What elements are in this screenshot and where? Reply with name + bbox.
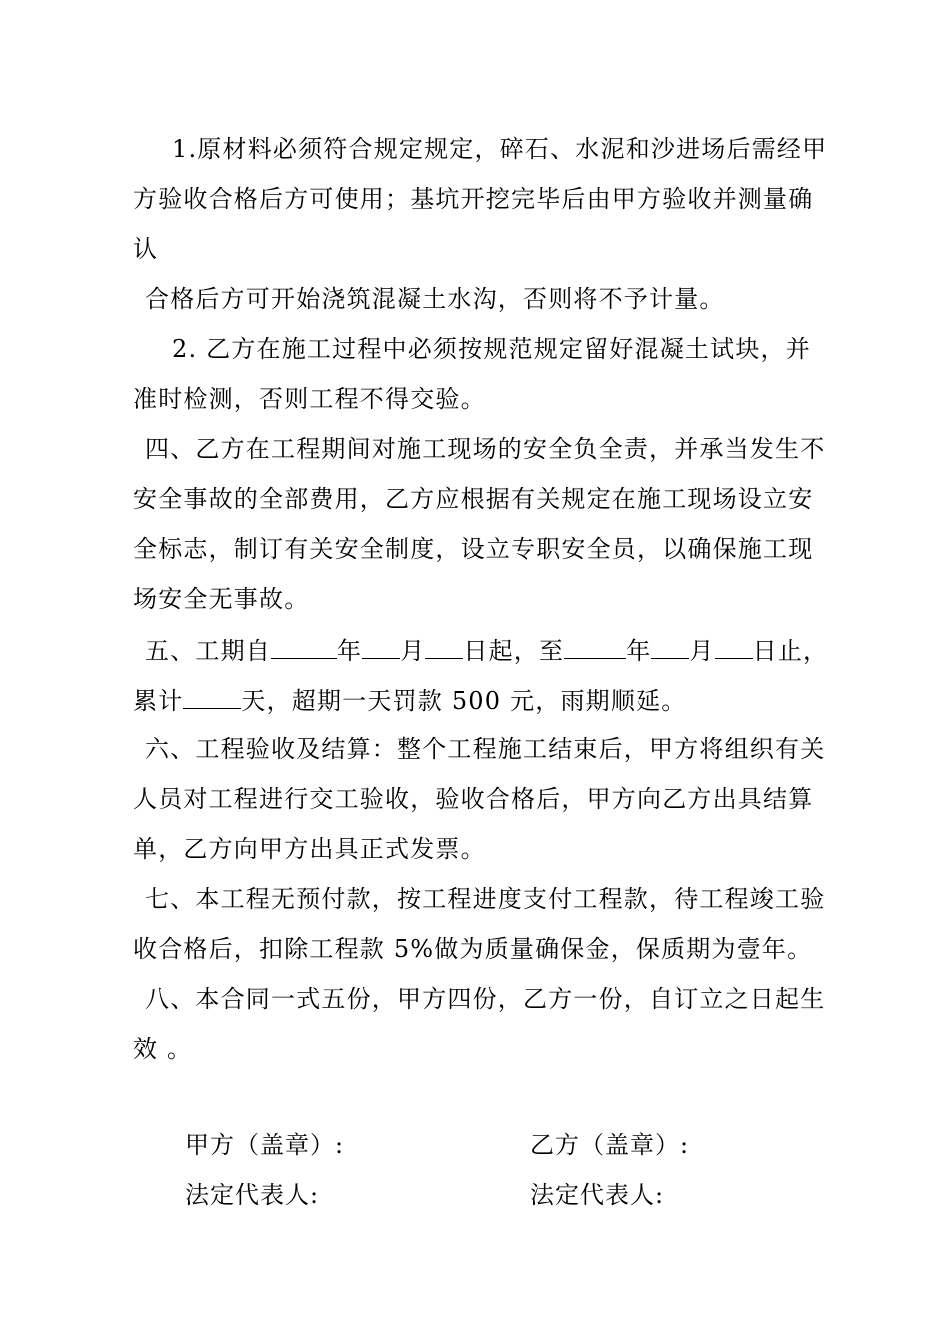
start-day-blank[interactable] xyxy=(425,634,463,659)
total-days-blank[interactable] xyxy=(183,684,241,709)
end-year-blank[interactable] xyxy=(564,634,626,659)
period-label: 五、工期自 xyxy=(145,637,271,665)
start-year-blank[interactable] xyxy=(271,634,337,659)
clause-1-line-3: 认 xyxy=(133,235,159,263)
section-4-line-1: 四、乙方在工程期间对施工现场的安全负全责，并承当发生不 xyxy=(145,435,826,463)
party-a-representative-label: 法定代表人: xyxy=(185,1181,320,1209)
clause-1-line-4: 合格后方可开始浇筑混凝土水沟，否则将不予计量。 xyxy=(145,285,725,313)
section-8-line-2: 效 。 xyxy=(133,1035,193,1063)
section-4-line-4: 场安全无事故。 xyxy=(133,585,310,613)
end-month-blank[interactable] xyxy=(651,634,689,659)
clause-1-line-1: 1.原材料必须符合规定规定，碎石、水泥和沙进场后需经甲 xyxy=(172,135,828,163)
clause-1-line-2: 方验收合格后方可使用；基坑开挖完毕后由甲方验收并测量确 xyxy=(133,185,814,213)
month-label: 月 xyxy=(689,637,715,665)
start-month-blank[interactable] xyxy=(362,634,400,659)
start-to-label: 日起，至 xyxy=(463,637,565,665)
end-day-blank[interactable] xyxy=(715,634,753,659)
section-6-line-2: 人员对工程进行交工验收，验收合格后，甲方向乙方出具结算 xyxy=(133,785,814,813)
party-b-representative-label: 法定代表人: xyxy=(530,1181,665,1209)
party-b-seal-label: 乙方（盖章）: xyxy=(530,1131,690,1159)
section-4-line-3: 全标志，制订有关安全制度，设立专职安全员，以确保施工现 xyxy=(133,535,814,563)
section-7-line-1: 七、本工程无预付款，按工程进度支付工程款，待工程竣工验 xyxy=(145,885,826,913)
section-4-line-2: 安全事故的全部费用，乙方应根据有关规定在施工现场设立安 xyxy=(133,485,814,513)
end-label: 日止， xyxy=(752,637,829,665)
section-5-line-2 xyxy=(133,684,686,716)
total-label: 累计 xyxy=(133,687,184,715)
section-7-line-2: 收合格后，扣除工程款 5%做为质量确保金，保质期为壹年。 xyxy=(133,935,813,963)
party-a-seal-label: 甲方（盖章）: xyxy=(185,1131,345,1159)
penalty-text: 天，超期一天罚款 500 元，雨期顺延。 xyxy=(241,687,687,715)
section-8-line-1: 八、本合同一式五份，甲方四份，乙方一份，自订立之日起生 xyxy=(145,985,826,1013)
month-label: 月 xyxy=(400,637,426,665)
section-6-line-3: 单，乙方向甲方出具正式发票。 xyxy=(133,835,486,863)
section-6-line-1: 六、工程验收及结算：整个工程施工结束后，甲方将组织有关 xyxy=(145,735,826,763)
year-label: 年 xyxy=(337,637,363,665)
clause-2-line-1: 2. 乙方在施工过程中必须按规范规定留好混凝土试块，并 xyxy=(172,335,811,363)
year-label: 年 xyxy=(626,637,652,665)
clause-2-line-2: 准时检测，否则工程不得交验。 xyxy=(133,385,486,413)
section-5-line-1 xyxy=(145,634,828,666)
